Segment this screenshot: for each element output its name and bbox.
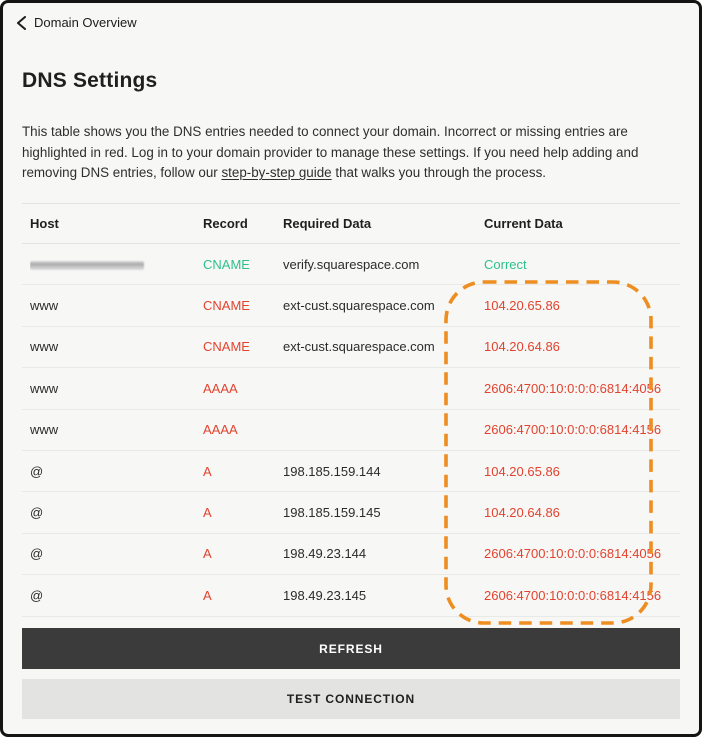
- host-value: www: [30, 339, 59, 355]
- host-cell: [30, 546, 203, 561]
- current-data-cell: 104.20.64.86: [484, 339, 560, 355]
- host-value: www: [30, 422, 59, 438]
- current-data-cell: 104.20.65.86: [484, 463, 560, 479]
- record-type-cell: CNAME: [203, 339, 250, 355]
- host-value: @: [30, 463, 44, 479]
- host-value: @: [30, 505, 44, 521]
- record-type-cell: CNAME: [203, 298, 250, 314]
- chevron-left-icon: [16, 16, 27, 30]
- col-header-current-data: Current Data: [484, 216, 563, 231]
- table-row: [22, 410, 680, 451]
- host-value: www: [30, 298, 59, 314]
- record-type-cell: A: [203, 546, 212, 562]
- required-data-cell: 198.49.23.144: [283, 546, 367, 562]
- required-data-cell: 198.49.23.145: [283, 587, 367, 603]
- required-data-cell: 198.185.159.145: [283, 505, 381, 521]
- current-data-cell: 104.20.64.86: [484, 505, 560, 521]
- table-row: [22, 492, 680, 533]
- back-to-domain-overview-link[interactable]: [16, 15, 137, 30]
- table-header-row: [22, 203, 680, 244]
- record-type-cell: A: [203, 587, 212, 603]
- host-cell: [30, 339, 203, 354]
- record-type-cell: A: [203, 505, 212, 521]
- table-row: [22, 575, 680, 616]
- host-cell: [30, 505, 203, 520]
- table-row: [22, 327, 680, 368]
- host-cell: [30, 381, 203, 396]
- table-row: [22, 285, 680, 326]
- description-before: This table shows you the DNS entries needed to connect your domain. Incorrect or missing entries are highlighted in red. Log in to your domain provider to manage these settings. If you need help adding and removing DNS entries, follow our: [22, 124, 639, 181]
- table-row: [22, 244, 680, 285]
- required-data-cell: ext-cust.squarespace.com: [283, 339, 435, 355]
- table-row: [22, 451, 680, 492]
- table-row: [22, 368, 680, 409]
- host-cell: [30, 298, 203, 313]
- col-header-record: Record: [203, 216, 248, 231]
- record-type-cell: AAAA: [203, 380, 238, 396]
- current-data-cell: 2606:4700:10:0:0:0:6814:4156: [484, 422, 662, 438]
- page-title: DNS Settings: [22, 69, 158, 92]
- required-data-cell: 198.185.159.144: [283, 463, 381, 479]
- record-type-cell: AAAA: [203, 422, 238, 438]
- description-after: that walks you through the process.: [331, 165, 546, 181]
- current-data-cell: 2606:4700:10:0:0:0:6814:4056: [484, 380, 662, 396]
- record-type-cell: CNAME: [203, 256, 250, 272]
- test-connection-button[interactable]: TEST CONNECTION: [22, 679, 680, 719]
- col-header-host: Host: [30, 216, 59, 231]
- current-data-cell: 2606:4700:10:0:0:0:6814:4056: [484, 546, 662, 562]
- current-data-cell: 2606:4700:10:0:0:0:6814:4156: [484, 587, 662, 603]
- dns-records-table: [22, 203, 680, 617]
- host-cell: [30, 464, 203, 479]
- required-data-cell: verify.squarespace.com: [283, 256, 420, 272]
- back-link-label: Domain Overview: [34, 15, 137, 30]
- refresh-button[interactable]: REFRESH: [22, 628, 680, 669]
- description-text: [22, 122, 682, 184]
- col-header-required-data: Required Data: [283, 216, 372, 231]
- table-body: [22, 244, 680, 617]
- record-type-cell: A: [203, 463, 212, 479]
- host-cell: [30, 588, 203, 603]
- current-data-cell: 104.20.65.86: [484, 298, 560, 314]
- current-data-cell: Correct: [484, 256, 527, 272]
- step-by-step-guide-link[interactable]: step-by-step guide: [221, 165, 332, 181]
- host-cell: [30, 422, 203, 437]
- required-data-cell: ext-cust.squarespace.com: [283, 298, 435, 314]
- host-value: www: [30, 380, 59, 396]
- host-value: @: [30, 546, 44, 562]
- redacted-host-bar: [30, 261, 144, 270]
- host-value: @: [30, 587, 44, 603]
- host-cell: [30, 257, 203, 272]
- table-row: [22, 534, 680, 575]
